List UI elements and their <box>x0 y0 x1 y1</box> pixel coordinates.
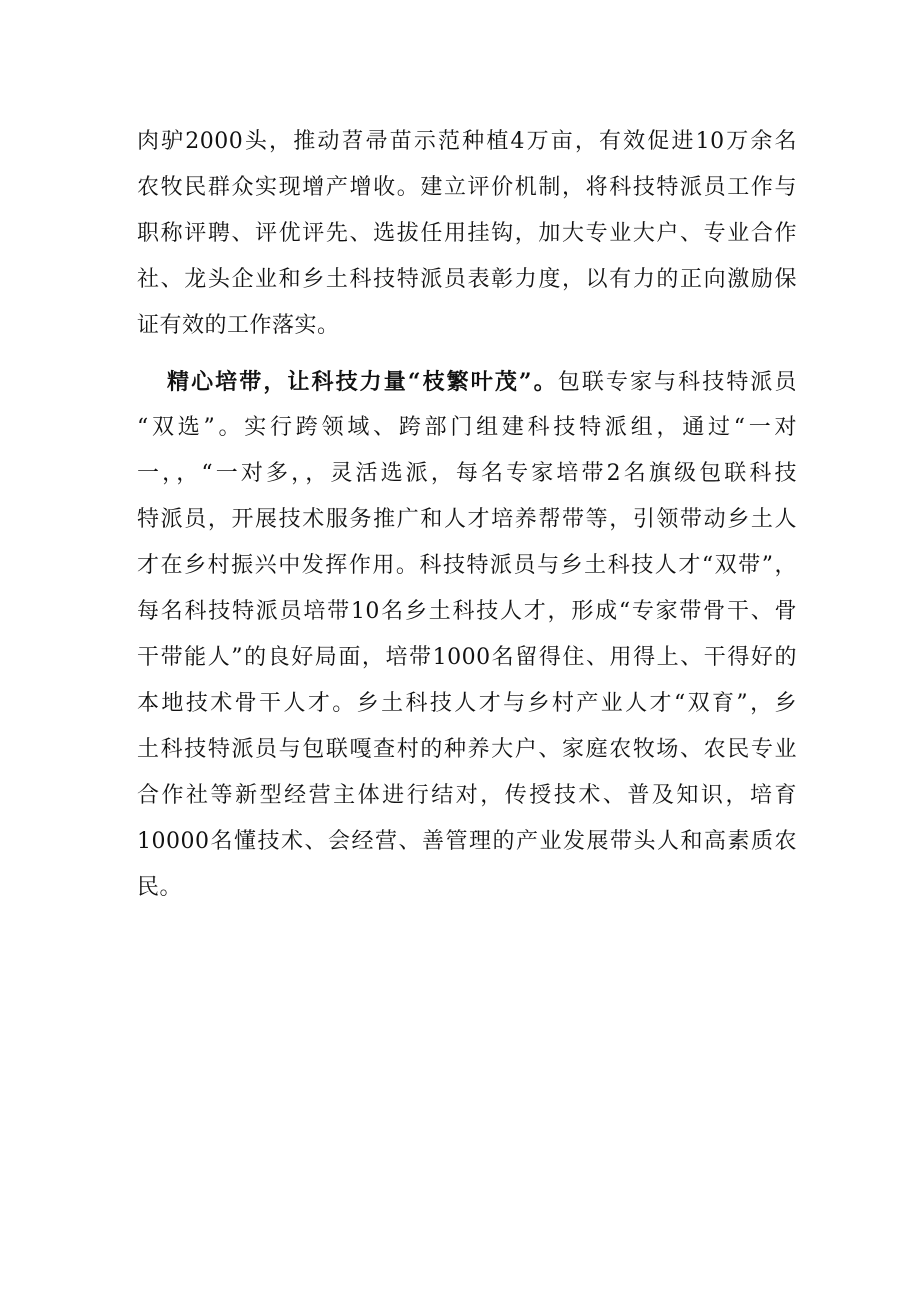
text-line: 肉驴2000头，推动苕帚苗示范种植4万亩，有效促进10万余名 <box>137 129 797 154</box>
text-line: 民。 <box>137 875 183 900</box>
text-line: 社、龙头企业和乡土科技特派员表彰力度，以有力的正向激励保 <box>137 267 797 292</box>
text-line: 农牧民群众实现增产增收。建立评价机制，将科技特派员工作与 <box>137 175 797 200</box>
text-line: 土科技特派员与包联嘎查村的种养大户、家庭农牧场、农民专业 <box>137 737 797 762</box>
text-line: 10000名懂技术、会经营、善管理的产业发展带头人和高素质农 <box>137 829 797 854</box>
heading-continuation: 包联专家与科技特派员 <box>557 370 797 395</box>
text-line: 职称评聘、评优评先、选拔任用挂钩，加大专业大户、专业合作 <box>137 221 797 246</box>
text-line-first <box>137 359 797 405</box>
text-line: 每名科技特派员培带10名乡土科技人才，形成“专家带骨干、骨 <box>137 599 797 624</box>
text-line: 干带能人”的良好局面，培带1000名留得住、用得上、干得好的 <box>137 645 797 670</box>
text-line: 才在乡村振兴中发挥作用。科技特派员与乡土科技人才“双带”， <box>137 553 797 578</box>
paragraph-1 <box>137 119 797 349</box>
text-line: 特派员，开展技术服务推广和人才培养帮带等，引领带动乡土人 <box>137 507 797 532</box>
text-line: 证有效的工作落实。 <box>137 313 340 338</box>
text-line: 一，，“一对多，，灵活选派，每名专家培带2名旗级包联科技 <box>137 461 797 486</box>
text-line: “双选”。实行跨领域、跨部门组建科技特派组，通过“一对 <box>137 415 797 440</box>
paragraph-gap <box>137 349 797 359</box>
text-line: 合作社等新型经营主体进行结对，传授技术、普及知识，培育 <box>137 783 797 808</box>
text-line: 本地技术骨干人才。乡土科技人才与乡村产业人才“双育”，乡 <box>137 691 797 716</box>
paragraph-heading: 精心培带，让科技力量“枝繁叶茂”。 <box>167 369 558 395</box>
paragraph-2 <box>137 359 797 911</box>
document-body <box>137 119 797 911</box>
